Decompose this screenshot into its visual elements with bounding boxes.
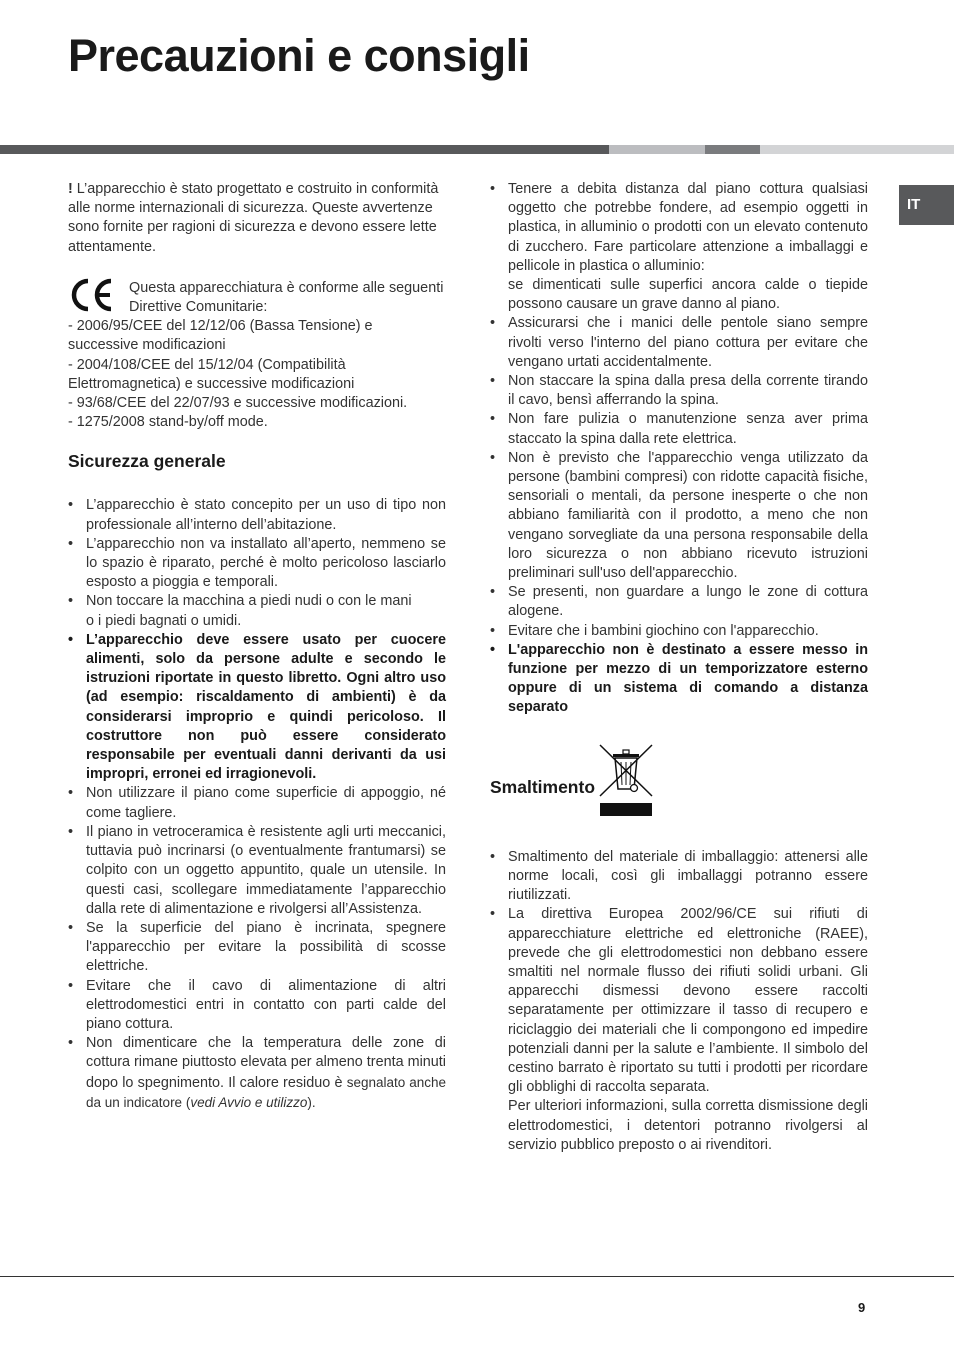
right-column [490, 180, 868, 1155]
page-number: 9 [858, 1300, 866, 1315]
list-item-text: se dimenticati sulle superfici ancora calde o tiepide possono causare un grave danno al piano. [508, 277, 868, 313]
list-item [68, 1034, 446, 1113]
list-item: • L’apparecchio non va installato all’aperto, nemmeno se lo spazio è riparato, perché è molto pericoloso lasciarlo esposto a pioggia e temporali. [68, 535, 446, 593]
list-item-text: Per ulteriori informazioni, sulla corretta dismissione degli elettrodomestici, i detentori potranno rivolgersi al servizio pubblico preposto o ai rivenditori. [508, 1098, 868, 1153]
directive-item: - 2006/95/CEE del 12/12/06 (Bassa Tensione) e successive modificazioni [68, 318, 373, 354]
list-item: • Se presenti, non guardare a lungo le zone di cottura alogene. [490, 583, 868, 621]
list-item-text: o i piedi bagnati o umidi. [86, 612, 242, 629]
header-divider-mid [705, 145, 760, 154]
disposal-header [490, 744, 868, 818]
list-item: • Non utilizzare il piano come superficie di appoggio, né come tagliere. [68, 784, 446, 822]
ce-text: Questa apparecchiatura è conforme alle seguenti Direttive Comunitarie: [129, 279, 444, 316]
list-item: • Evitare che il cavo di alimentazione di altri elettrodomestici entri in contatto con parti calde del piano cottura. [68, 977, 446, 1035]
list-item: • Evitare che i bambini giochino con l'apparecchio. [490, 622, 868, 641]
list-item: • L’apparecchio deve essere usato per cuocere alimenti, solo da persone adulte e secondo le istruzioni riportate in questo libretto. Ogni altro uso (ad esempio: riscaldamento di ambienti) è da considerarsi improprio e quindi pericoloso. Il costruttore non può essere considerato responsabile per eventuali danni derivanti da usi impropri, erronei ed irragionevoli. [68, 631, 446, 785]
list-item: • Smaltimento del materiale di imballaggio: attenersi alle norme locali, così gli imballaggi potranno essere riutilizzati. [490, 848, 868, 906]
list-item [490, 180, 868, 314]
directive-item: - 2004/108/CEE del 15/12/04 (Compatibilità Elettromagnetica) e successive modificazioni [68, 356, 355, 392]
directive-item: - 93/68/CEE del 22/07/93 e successive modificazioni. [68, 395, 408, 412]
list-item-text: Non toccare la macchina a piedi nudi o con le mani [86, 593, 412, 610]
directive-item: - 1275/2008 stand-by/off mode. [68, 414, 268, 431]
general-safety-list [68, 496, 446, 1113]
list-item: • L’apparecchio è stato concepito per un uso di tipo non professionale all’interno dell’abitazione. [68, 496, 446, 534]
list-item [490, 905, 868, 1155]
left-column [68, 180, 446, 1113]
list-item: • Il piano in vetroceramica è resistente agli urti meccanici, tuttavia può incrinarsi (o eventualmente frantumarsi) se colpito con un oggetto appuntito, quale un utensile. In questi casi, scollegare immediatamente l’apparecchio dalla rete di alimentazione e rivolgersi all’Assistenza. [68, 823, 446, 919]
header-divider-light [609, 145, 705, 154]
language-tab: IT [899, 185, 954, 225]
ce-conformity [68, 279, 446, 317]
list-item-text: segnalato anche da un indicatore ( [86, 1074, 446, 1110]
list-item-text: Tenere a debita distanza dal piano cottura qualsiasi oggetto che potrebbe fondere, ad esempio oggetti in plastica, in alluminio o prodotti con un elevato contenuto di zucchero. Fare particolare attenzione a imballaggi e pellicole in plastica o alluminio: [508, 181, 868, 274]
header-divider-pale [760, 145, 954, 154]
warning-mark: ! [68, 181, 73, 197]
list-item-text: La direttiva Europea 2002/96/CE sui rifiuti di apparecchiature elettriche ed elettroniche (RAEE), prevede che gli elettrodomestici non debbano essere smaltiti nel normale flusso dei rifiuti solidi urbani. Gli apparecchi dismessi devono essere raccolti separatamente per ottimizzare il tasso di recupero e riciclaggio dei materiali che li compongono ed impedire potenziali danni per la salute e l’ambiente. Il simbolo del cestino barrato è riportato su tutti i prodotti per ricordare gli obblighi di raccolta separata. [508, 906, 868, 1096]
section-heading-general-safety: Sicurezza generale [68, 451, 226, 472]
disposal-list [490, 848, 868, 1155]
directives-list [68, 317, 446, 432]
intro-paragraph [68, 180, 446, 257]
list-item-text: Non dimenticare che la temperatura delle zone di cottura rimane piuttosto elevata per almeno trenta minuti dopo lo spegnimento. Il calore residuo è [86, 1035, 446, 1091]
intro-text: L’apparecchio è stato progettato e costruito in conformità alle norme internazionali di sicurezza. Queste avvertenze sono fornite per ragioni di sicurezza e devono essere lette attentamente. [68, 181, 439, 255]
safety-list-continued [490, 180, 868, 718]
crossed-bin-icon [599, 744, 655, 818]
section-heading-disposal: Smaltimento [490, 776, 596, 797]
list-item: • Assicurarsi che i manici delle pentole siano sempre rivolti verso l'interno del piano cottura per evitare che vengano urtati accidentalmente. [490, 314, 868, 372]
list-item [68, 592, 446, 630]
header-divider-dark [0, 145, 609, 154]
list-item: • Se la superficie del piano è incrinata, spegnere l'apparecchio per evitare la possibilità di scosse elettriche. [68, 919, 446, 977]
page-title: Precauzioni e consigli [68, 30, 530, 81]
list-item: • L'apparecchio non è destinato a essere messo in funzione per mezzo di un temporizzatore esterno oppure di un sistema di comando a distanza separato [490, 641, 868, 718]
list-item: • Non fare pulizia o manutenzione senza aver prima staccato la spina dalla rete elettrica. [490, 410, 868, 448]
list-item-text: ). [307, 1094, 316, 1110]
cross-reference: vedi Avvio e utilizzo [190, 1094, 308, 1110]
footer-divider [0, 1276, 954, 1277]
ce-mark-icon [68, 277, 114, 313]
list-item: • Non staccare la spina dalla presa della corrente tirando il cavo, bensì afferrando la spina. [490, 372, 868, 410]
list-item: • Non è previsto che l'apparecchio venga utilizzato da persone (bambini compresi) con ridotte capacità fisiche, sensoriali o mentali, da persone inesperte o che non abbiano familiarità con il prodotto, a meno che non vengano sorvegliate da una persona responsabile della loro sicurezza o non abbiano ricevuto istruzioni preliminari sull'uso dell'apparecchio. [490, 449, 868, 583]
